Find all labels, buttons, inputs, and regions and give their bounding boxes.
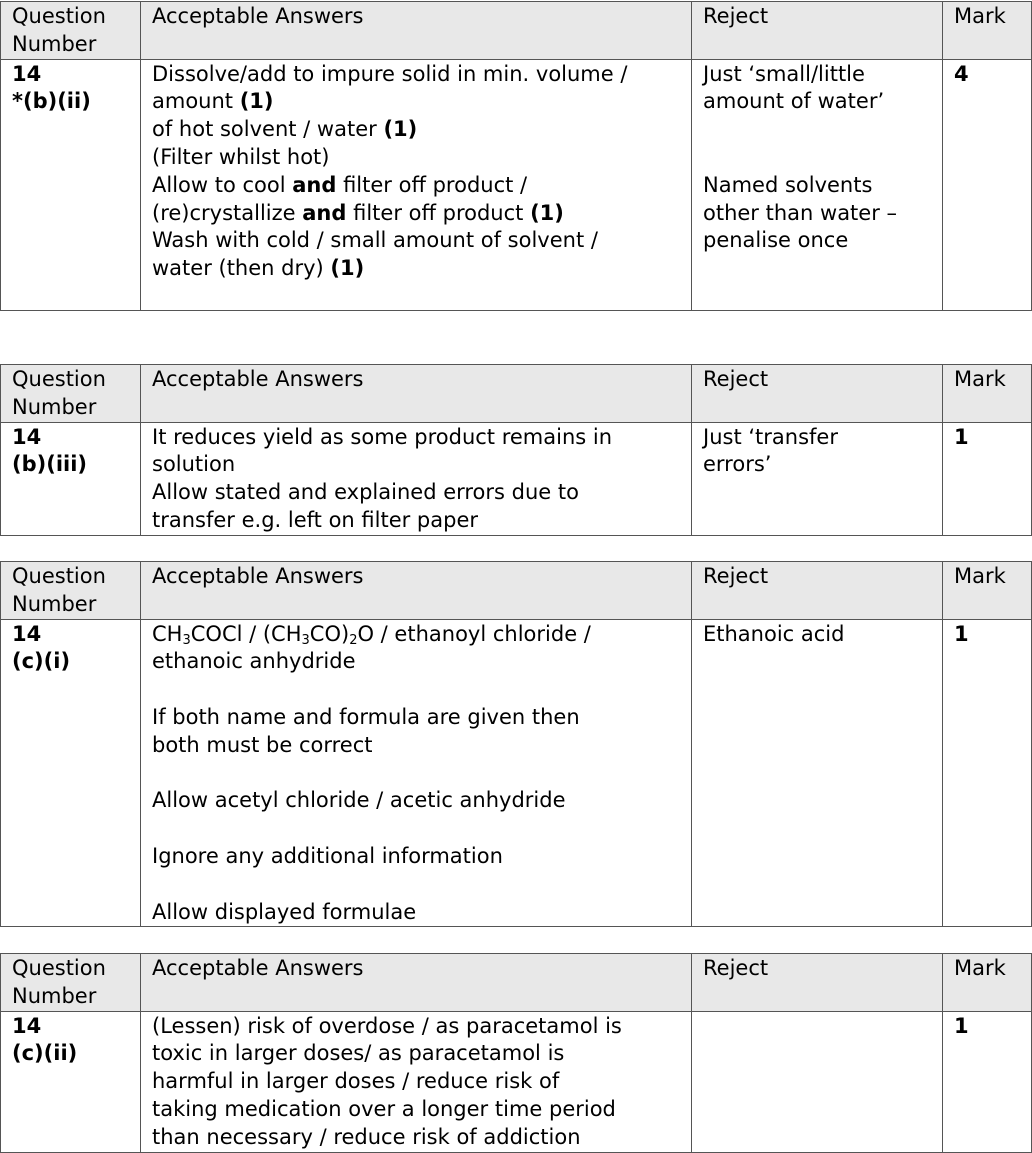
table-row (1, 1011, 1032, 1152)
answer-line: Allow displayed formulae (152, 899, 417, 924)
answer-line: It reduces yield as some product remains in (152, 424, 613, 449)
question-part: (c)(i) (12, 649, 71, 674)
reject-header: Reject (692, 562, 943, 620)
acceptable-answers-cell (141, 1011, 692, 1152)
question-part: *(b)(ii) (12, 89, 91, 114)
reject-line: other than water – (703, 200, 898, 225)
reject-cell (692, 59, 943, 310)
header-text: Question (12, 367, 106, 391)
mark-value: 1 (954, 621, 969, 646)
answer-line: amount (1) (152, 89, 274, 114)
question-part: (b)(iii) (12, 452, 88, 477)
mark-cell (943, 619, 1032, 927)
table-row (1, 619, 1032, 927)
question-number: 14 (12, 621, 42, 646)
answer-line: (Filter whilst hot) (152, 144, 330, 169)
table-header-row (1, 562, 1032, 620)
table-header-row (1, 365, 1032, 423)
reject-line: penalise once (703, 228, 849, 253)
question-number-header (1, 562, 141, 620)
answer-line: Allow stated and explained errors due to (152, 480, 579, 505)
answer-line: transfer e.g. left on filter paper (152, 507, 479, 532)
question-number: 14 (12, 1013, 42, 1038)
acceptable-answers-cell (141, 619, 692, 927)
acceptable-answers-header: Acceptable Answers (141, 562, 692, 620)
question-number-header (1, 365, 141, 423)
table-header-row (1, 2, 1032, 60)
mark-value: 4 (954, 61, 969, 86)
reject-cell (692, 422, 943, 535)
answer-line: water (then dry) (1) (152, 256, 365, 281)
reject-line: amount of water’ (703, 89, 885, 114)
answer-line: Wash with cold / small amount of solvent / (152, 228, 598, 253)
question-number: 14 (12, 424, 42, 449)
question-number-cell (1, 619, 141, 927)
acceptable-answers-header: Acceptable Answers (141, 365, 692, 423)
answer-line: of hot solvent / water (1) (152, 117, 418, 142)
header-text: Number (12, 31, 97, 56)
question-number-cell (1, 59, 141, 310)
mark-header: Mark (943, 2, 1032, 60)
reject-cell (692, 1011, 943, 1152)
reject-header: Reject (692, 365, 943, 423)
acceptable-answers-header: Acceptable Answers (141, 2, 692, 60)
mark-scheme-table-b-iii (0, 364, 1032, 536)
answer-line: both must be correct (152, 732, 373, 757)
reject-cell (692, 619, 943, 927)
reject-line: Named solvents (703, 172, 873, 197)
reject-line: Ethanoic acid (703, 621, 845, 646)
question-number-header (1, 954, 141, 1012)
mark-value: 1 (954, 424, 969, 449)
mark-header: Mark (943, 365, 1032, 423)
table-row (1, 422, 1032, 535)
acceptable-answers-cell (141, 422, 692, 535)
answer-line: ethanoic anhydride (152, 649, 356, 674)
answer-line: If both name and formula are given then (152, 704, 580, 729)
acceptable-answers-header: Acceptable Answers (141, 954, 692, 1012)
header-text: Number (12, 591, 97, 616)
header-text: Question (12, 564, 106, 588)
header-text: Question (12, 4, 106, 28)
answer-line: Allow acetyl chloride / acetic anhydride (152, 788, 566, 813)
table-row (1, 59, 1032, 310)
acceptable-answers-cell (141, 59, 692, 310)
reject-line: Just ‘small/little (703, 61, 865, 86)
answer-line: Allow to cool and filter off product / (152, 172, 528, 197)
mark-cell (943, 59, 1032, 310)
mark-header: Mark (943, 954, 1032, 1012)
reject-header: Reject (692, 954, 943, 1012)
answer-line: Ignore any additional information (152, 843, 503, 868)
mark-scheme-table-c-ii (0, 953, 1032, 1153)
reject-header: Reject (692, 2, 943, 60)
mark-cell (943, 1011, 1032, 1152)
answer-line: than necessary / reduce risk of addiction (152, 1124, 581, 1149)
answer-line: (Lessen) risk of overdose / as paracetamol is (152, 1013, 622, 1038)
question-number-cell (1, 422, 141, 535)
table-header-row (1, 954, 1032, 1012)
question-number: 14 (12, 61, 42, 86)
question-number-cell (1, 1011, 141, 1152)
answer-line: taking medication over a longer time period (152, 1096, 616, 1121)
answer-line: Dissolve/add to impure solid in min. volume / (152, 61, 628, 86)
answer-line: toxic in larger doses/ as paracetamol is (152, 1041, 565, 1066)
reject-line: Just ‘transfer (703, 424, 838, 449)
header-text: Question (12, 956, 106, 980)
question-number-header (1, 2, 141, 60)
answer-line: solution (152, 452, 236, 477)
formula-line: $CH_3COCl / (CH_3CO)_2O$ / ethanoyl chloride / (152, 621, 591, 648)
mark-cell (943, 422, 1032, 535)
mark-value: 1 (954, 1013, 969, 1038)
reject-line: errors’ (703, 452, 772, 477)
mark-scheme-table-b-ii (0, 1, 1032, 311)
mark-header: Mark (943, 562, 1032, 620)
header-text: Number (12, 983, 97, 1008)
header-text: Number (12, 394, 97, 419)
answer-line: (re)crystallize and filter off product (1) (152, 200, 564, 225)
mark-scheme-table-c-i (0, 561, 1032, 927)
answer-line: harmful in larger doses / reduce risk of (152, 1069, 560, 1094)
question-part: (c)(ii) (12, 1041, 78, 1066)
